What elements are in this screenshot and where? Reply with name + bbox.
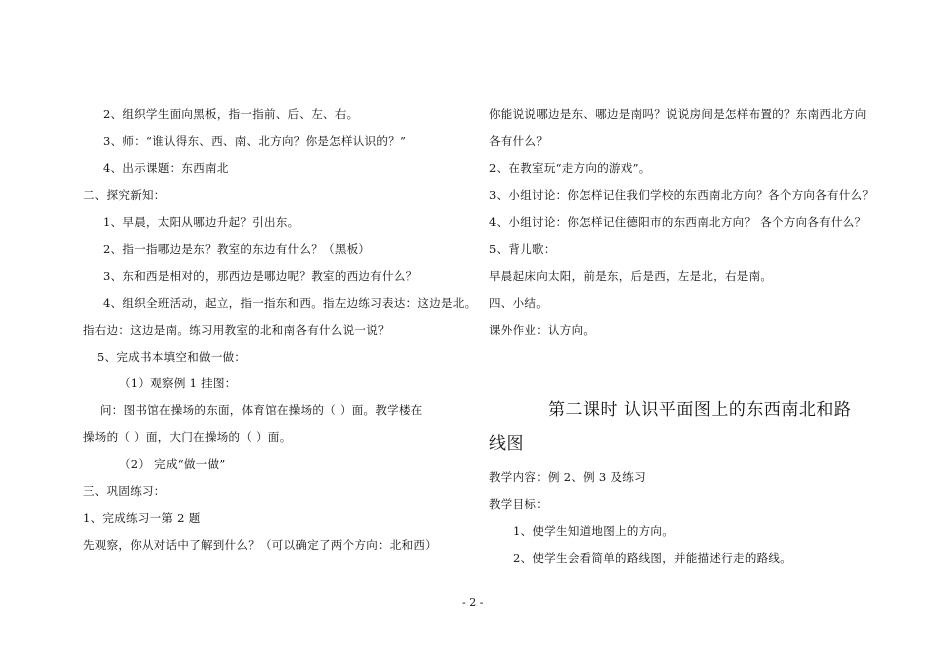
text-line: 操场的（ ）面，大门在操场的（ ）面。	[83, 430, 292, 444]
text-line: 1、早晨，太阳从哪边升起？引出东。	[103, 215, 300, 229]
text-line: 2、指一指哪边是东？教室的东边有什么？（黑板）	[103, 242, 371, 256]
text-line: 教学目标：	[489, 497, 548, 511]
text-line: 教学内容：例 2、例 3 及练习	[489, 470, 646, 484]
text-line: 课外作业：认方向。	[489, 323, 596, 337]
text-line: 3、小组讨论：你怎样记住我们学校的东西南北方向？各个方向各有什么？	[489, 188, 875, 202]
text-line: 问：图书馆在操场的东面，体育馆在操场的（ ）面。教学楼在	[100, 403, 423, 417]
text-line: 早晨起床向太阳，前是东，后是西，左是北，右是南。	[489, 269, 773, 283]
text-line: 3、师：“谁认得东、西、南、北方向？你是怎样认识的？”	[103, 134, 407, 148]
text-line: 3、东和西是相对的，那西边是哪边呢？教室的西边有什么？	[103, 269, 418, 283]
text-line: 4、出示课题：东西南北	[103, 161, 229, 175]
section-heading: 四、小结。	[489, 296, 548, 310]
page-number: - 2 -	[462, 596, 484, 609]
text-line: 指右边：这边是南。练习用教室的北和南各有什么说一说？	[83, 323, 390, 337]
text-line: 各有什么？	[489, 134, 548, 148]
section-heading: 三、巩固练习：	[83, 484, 166, 498]
text-line: 4、组织全班活动，起立，指一指东和西。指左边练习表达：这边是北。	[103, 296, 477, 310]
text-line: （2） 完成“做一做”	[119, 457, 226, 471]
text-line: 5、完成书本填空和做一做：	[97, 350, 247, 364]
lesson-title: 第二课时 认识平面图上的东西南北和路	[548, 400, 852, 420]
text-line: 5、背儿歌：	[489, 242, 556, 256]
text-line: 1、完成练习一第 2 题	[83, 511, 201, 525]
text-line: 2、组织学生面向黑板，指一指前、后、左、右。	[103, 107, 359, 121]
text-line: 4、小组讨论：你怎样记住德阳市的东西南北方向？ 各个方向各有什么？	[489, 215, 867, 229]
text-line: （1）观察例 1 挂图：	[119, 376, 237, 390]
text-line: 你能说说哪边是东、哪边是南吗？说说房间是怎样布置的？东南西北方向	[489, 107, 867, 121]
text-line: 2、使学生会看简单的路线图，并能描述行走的路线。	[513, 551, 793, 565]
text-line: 2、在教室玩“走方向的游戏”。	[489, 161, 651, 175]
text-line: 先观察，你从对话中了解到什么？（可以确定了两个方向：北和西）	[83, 538, 437, 552]
lesson-title-continued: 线图	[489, 434, 524, 454]
text-line: 1、使学生知道地图上的方向。	[513, 524, 675, 538]
section-heading: 二、探究新知：	[83, 188, 166, 202]
